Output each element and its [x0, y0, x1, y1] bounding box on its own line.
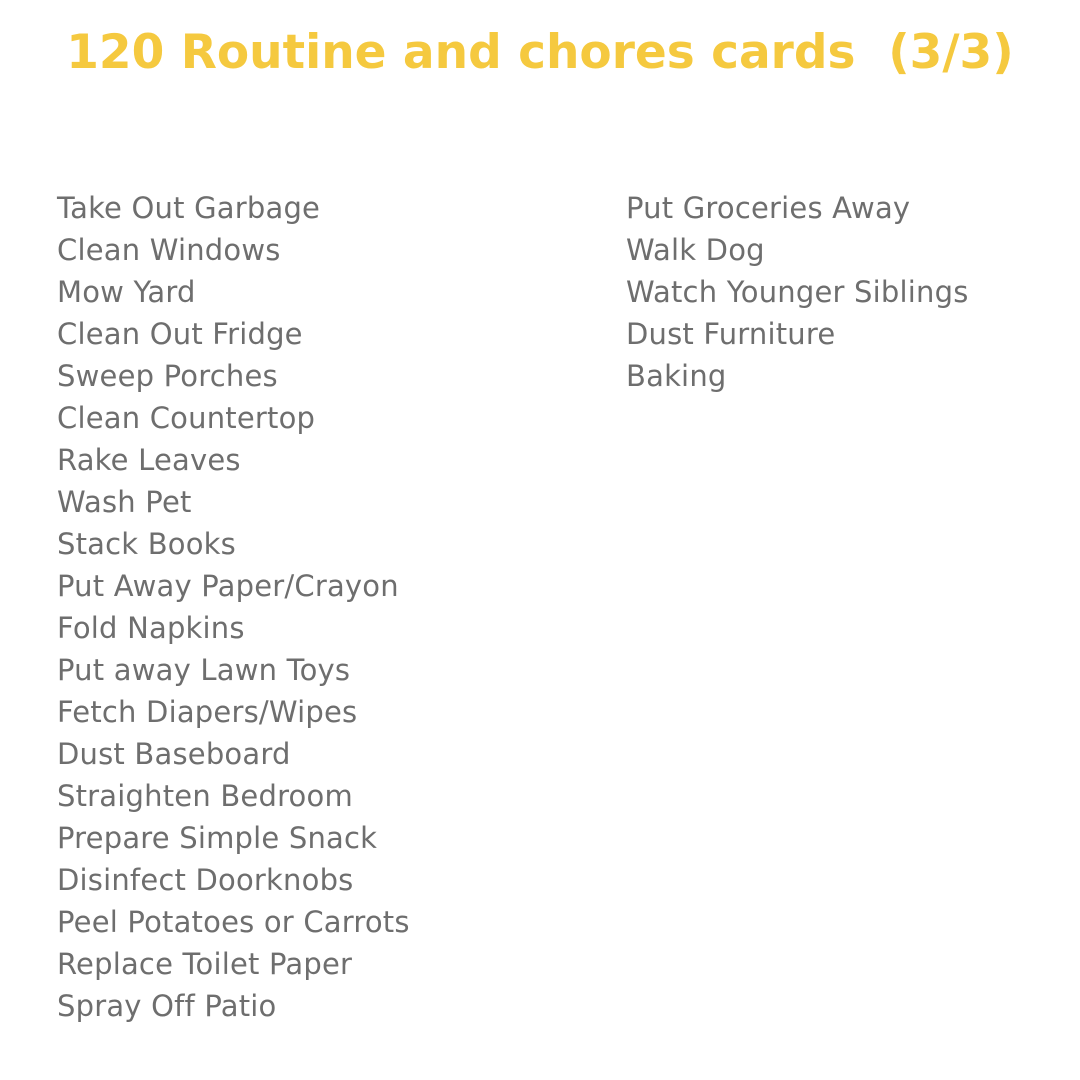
- list-item: Straighten Bedroom: [57, 779, 353, 813]
- list-item: Prepare Simple Snack: [57, 821, 378, 855]
- list-item: Sweep Porches: [57, 359, 278, 393]
- list-item: Mow Yard: [57, 275, 196, 309]
- list-item: Watch Younger Siblings: [626, 275, 969, 309]
- list-item: Dust Baseboard: [57, 737, 291, 771]
- list-item: Dust Furniture: [626, 317, 836, 351]
- list-item: Put Groceries Away: [626, 191, 911, 225]
- list-item: Clean Countertop: [57, 401, 316, 435]
- list-item: Fold Napkins: [57, 611, 245, 645]
- list-item: Wash Pet: [57, 485, 192, 519]
- chore-list-left: [57, 187, 410, 1027]
- list-item: Take Out Garbage: [57, 191, 321, 225]
- list-item: Stack Books: [57, 527, 236, 561]
- chore-list-right: [626, 187, 969, 397]
- list-item: Put Away Paper/Crayon: [57, 569, 399, 603]
- list-item: Clean Out Fridge: [57, 317, 303, 351]
- list-item: Replace Toilet Paper: [57, 947, 353, 981]
- list-item: Baking: [626, 359, 727, 393]
- list-item: Fetch Diapers/Wipes: [57, 695, 358, 729]
- list-item: Disinfect Doorknobs: [57, 863, 354, 897]
- page-title: 120 Routine and chores cards (3/3): [66, 25, 1014, 80]
- list-item: Peel Potatoes or Carrots: [57, 905, 410, 939]
- list-item: Rake Leaves: [57, 443, 241, 477]
- list-item: Spray Off Patio: [57, 989, 277, 1023]
- list-item: Put away Lawn Toys: [57, 653, 351, 687]
- list-item: Walk Dog: [626, 233, 765, 267]
- list-item: Clean Windows: [57, 233, 281, 267]
